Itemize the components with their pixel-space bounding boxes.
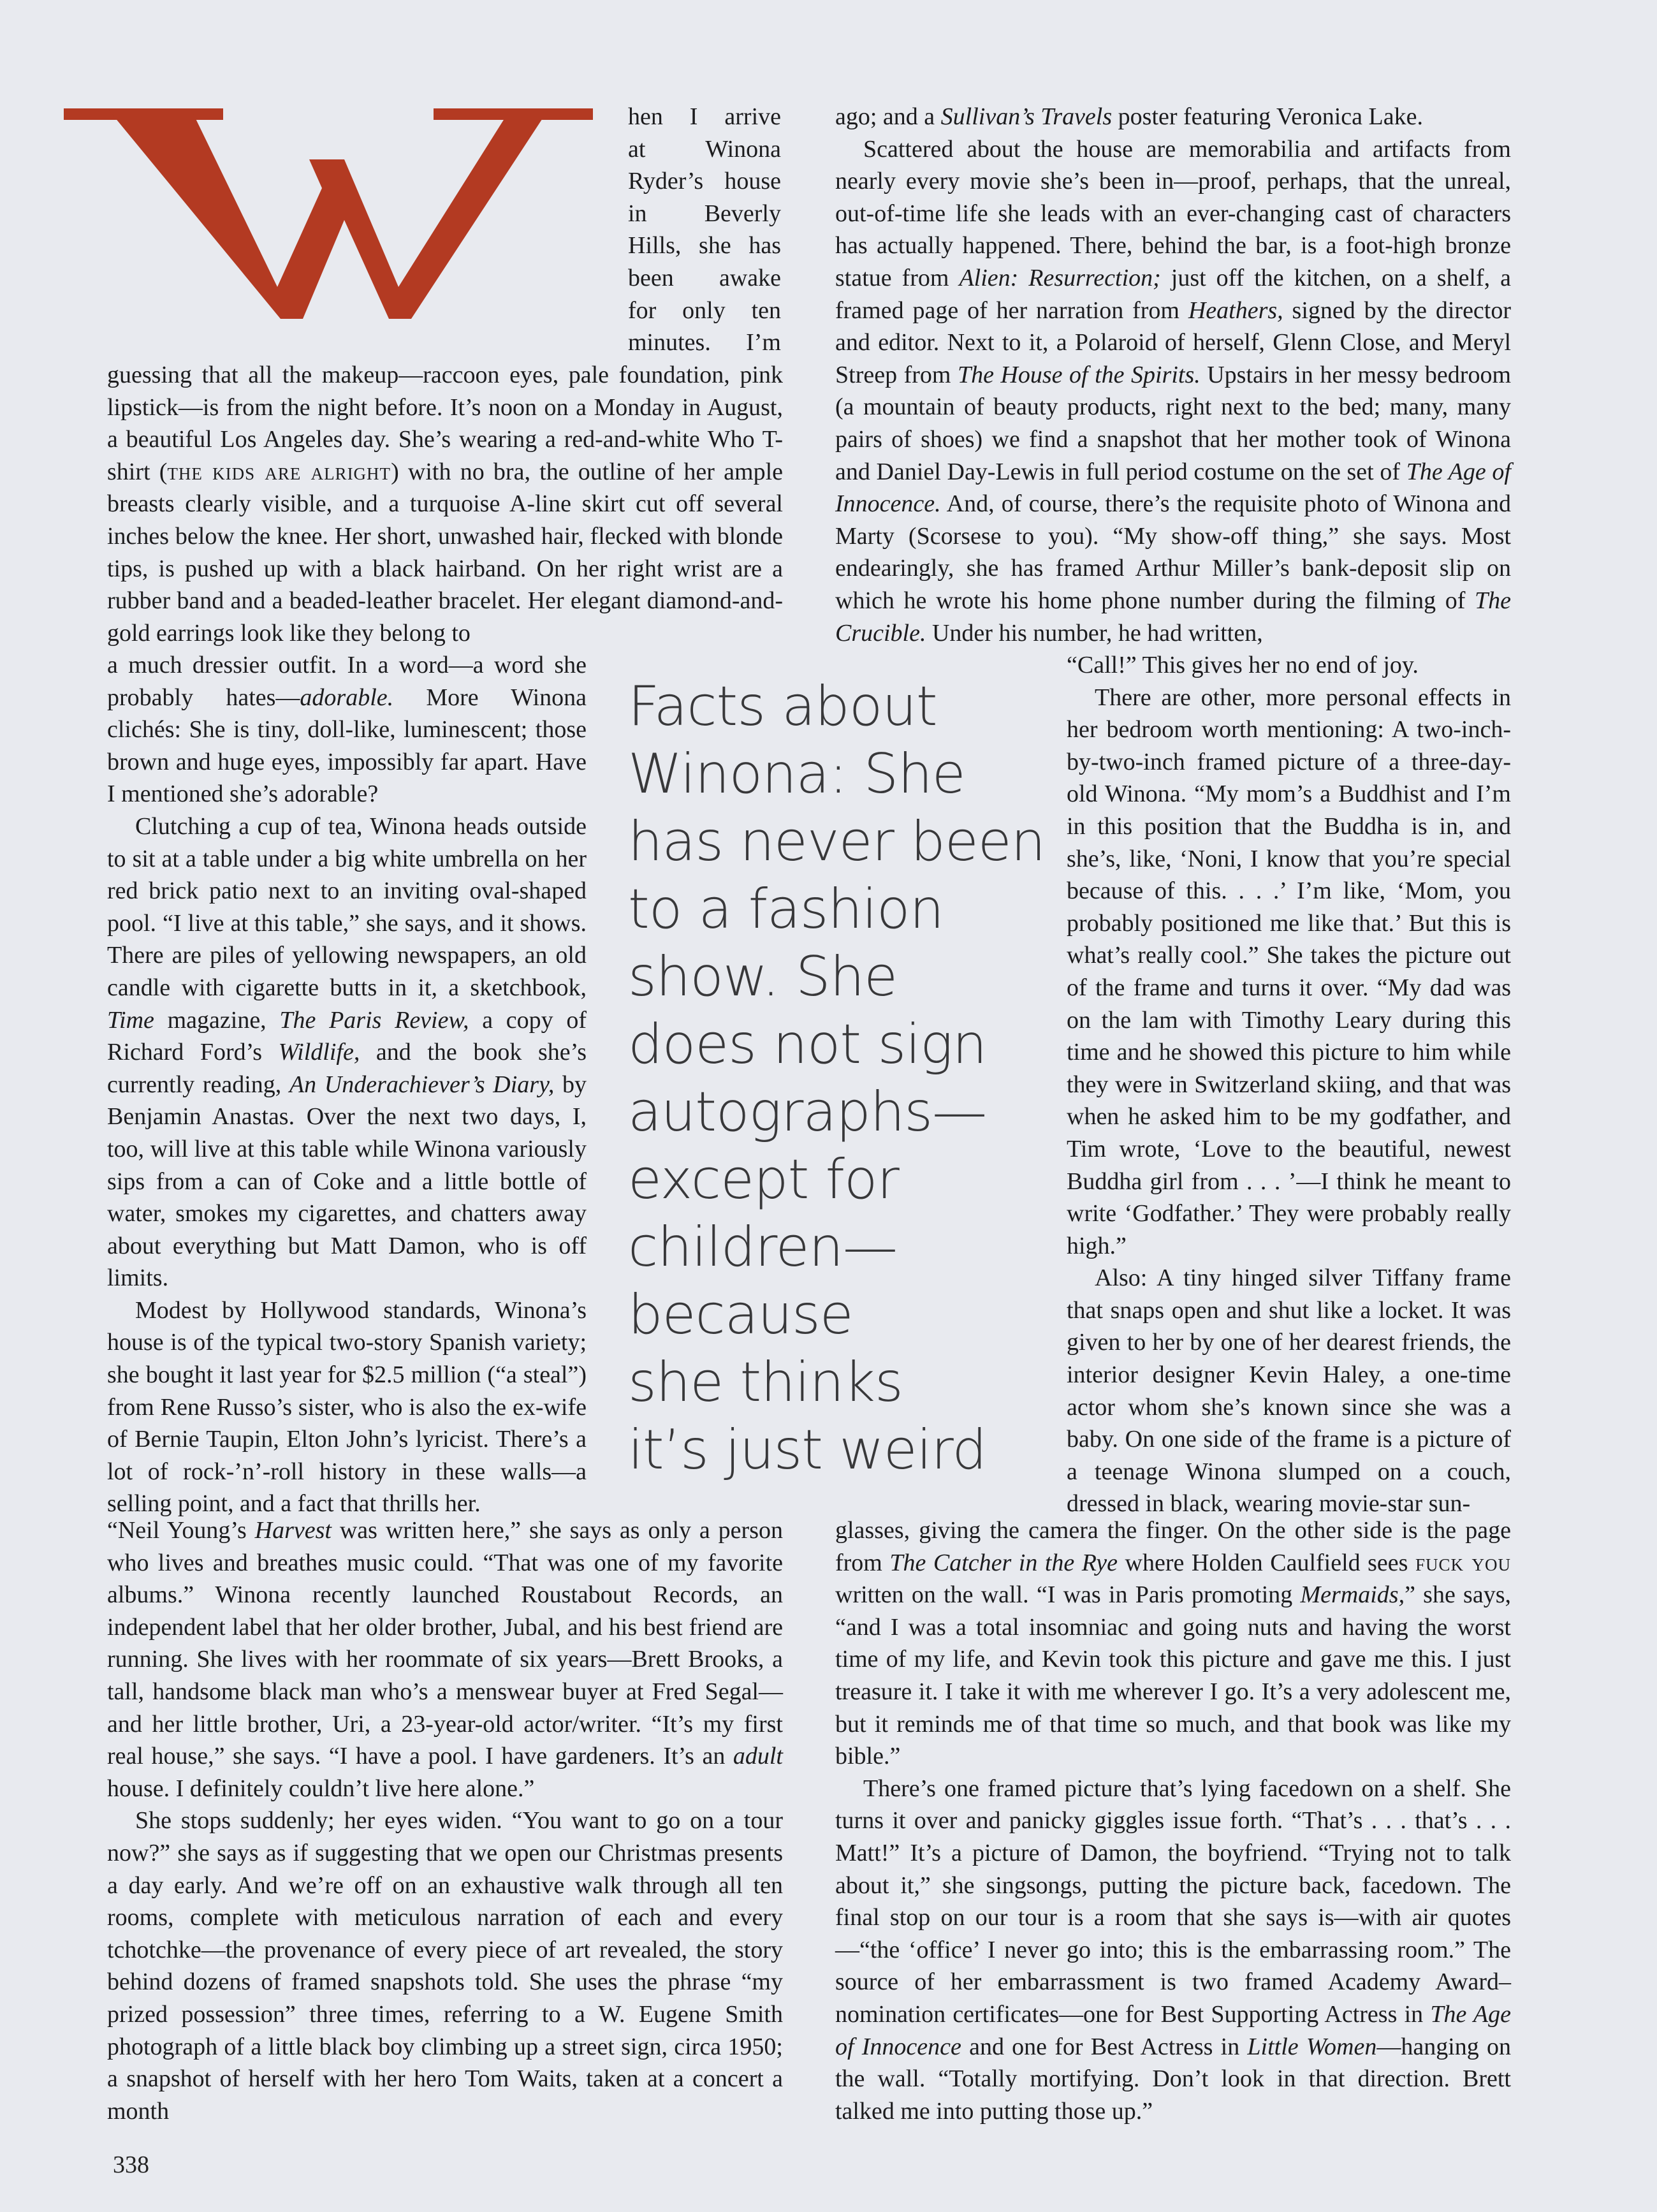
text-run: Under his number, he had written, xyxy=(926,619,1263,647)
italic-run: The Age of Innocence xyxy=(835,2000,1511,2060)
italic-run: The Catcher in the Rye xyxy=(889,1549,1118,1576)
opening-line: at Winona xyxy=(628,135,781,163)
right-narrow xyxy=(1067,649,1511,1520)
opening-line: Ryder’s house xyxy=(628,168,781,195)
text-run: glasses, giving the camera the finger. On the other side is the page from xyxy=(835,1517,1511,1576)
right-full-width-2 xyxy=(835,1514,1511,2127)
italic-run: Little Women xyxy=(1247,2033,1377,2060)
paragraph-memorabilia xyxy=(835,133,1511,650)
text-run: house. I definitely couldn’t live here alone.” xyxy=(107,1775,535,1802)
text-run: written on the wall. “I was in Paris promoting xyxy=(835,1581,1301,1609)
paragraph-house: Modest by Hollywood standards, Winona’s house is of the typical two-story Spanish variety; she bought it last year for $2.5 million (“a steal”) from Rene Russo’s sister, who is also the ex-wife of Bernie Taupin, Elton John’s lyricist. There’s a lot of rock-’n’-roll history in these walls—a selling point, and a fact that thrills her. xyxy=(107,1296,587,1518)
left-full-width-2 xyxy=(107,1514,783,2127)
left-full-width-1 xyxy=(107,359,783,649)
paragraph-opening xyxy=(107,359,783,649)
paragraph-poster xyxy=(835,101,1511,133)
italic-run: The Paris Review, xyxy=(279,1006,469,1034)
text-run: ) with no bra, the outline of her ample breasts clearly visible, and a turquoise A-line skirt cut off several inches below the knee. Her short, unwashed hair, flecked with blonde tips, is pushed up with a black hairband. On her right wrist are a rubber band and a beaded-leather bracelet. Her elegant diamond-and-gold earrings look like they belong to xyxy=(107,458,783,647)
text-run: was written here,” she says as only a person who lives and breathes music could. “That was one of my favorite albums.” Winona recently launched Roustabout Records, an independent label that her older brother, Jubal, and his best friend are running. She lives with her roommate of six years—Brett Brooks, a tall, handsome black man who’s a menswear buyer at Fred Segal—and her little brother, Uri, a 23-year-old actor/writer. “It’s my first real house,” she says. “I have a pool. I have gardeners. It’s an xyxy=(107,1517,783,1770)
text-run: More Winona clichés: She is tiny, doll-like, luminescent; those brown and huge eyes, impossibly far apart. Have I mentioned she’s adorable? xyxy=(107,684,587,808)
italic-run: The Crucible. xyxy=(835,587,1511,647)
smallcaps-run: the kids are alright xyxy=(167,458,391,485)
paragraph-tiffany-cont xyxy=(835,1514,1511,1773)
drop-cap-glyph xyxy=(64,108,593,319)
text-run: poster featuring Veronica Lake. xyxy=(1112,103,1423,130)
text-run: “Neil Young’s xyxy=(107,1517,255,1544)
text-run: ago; and a xyxy=(835,103,941,130)
paragraph-tiffany: Also: A tiny hinged silver Tiffany frame that snaps open and shut like a locket. It was given to her by one of her dearest friends, the interior designer Kevin Haley, a one-time actor whom she’s known since she was a baby. On one side of the frame is a picture of a teenage Winona slumped on a couch, dressed in black, wearing movie-star sun- xyxy=(1067,1264,1511,1518)
text-run: ” she says, “and I was a total insomniac and going nuts and having the worst time of my life, and Kevin took this picture and gave me this. I just treasure it. I take it with me wherever I go. It’s a very adolescent me, but it reminds me of that time so much, and that book was like my bible.” xyxy=(835,1581,1511,1770)
italic-run: Wildlife, xyxy=(278,1039,360,1066)
text-run: where Holden Caulfield sees xyxy=(1118,1549,1415,1576)
text-run: And, of course, there’s the requisite photo of Winona and Marty (Scorsese to you). “My show-off thing,” she says. Most endearingly, she has framed Arthur Miller’s bank-deposit slip on which he wrote his home phone number during the filming of xyxy=(835,490,1511,614)
paragraph-bedroom: There are other, more personal effects in her bedroom worth mentioning: A two-inch-by-two-inch framed picture of a three-day-old Winona. “My mom’s a Buddhist and I’m in this position that the Buddha is in, and she’s, like, ‘Noni, I know that you’re special because of this. . . .’ I’m like, ‘Mom, you probably positioned me like that.’ But this is what’s really cool.” She takes the picture out of the frame and turns it over. “My dad was on the lam with Timothy Leary during this time and he showed this picture to him while they were in Switzerland skiing, and that was when he asked him to be my godfather, and Tim wrote, ‘Love to the beautiful, newest Buddha girl from . . . ’—I think he meant to write ‘Godfather.’ They were probably really high.” xyxy=(1067,684,1511,1259)
italic-run: Heathers, xyxy=(1188,297,1283,324)
opening-line: been awake xyxy=(628,264,781,291)
smallcaps-run: fuck you xyxy=(1415,1549,1511,1576)
page-number: 338 xyxy=(113,2151,149,2178)
text-run: Scattered about the house are memorabilia and artifacts from nearly every movie she’s been in—proof, perhaps, that the unreal, out-of-time life she leads with an ever-changing cast of characters has actually happened. There, behind the bar, is a foot-high bronze statue from xyxy=(835,135,1511,291)
text-run: a copy of Richard Ford’s xyxy=(107,1006,587,1066)
opening-line: in Beverly xyxy=(628,200,781,227)
paragraph-office xyxy=(835,1773,1511,2128)
text-run: and one for Best Actress in xyxy=(961,2033,1248,2060)
text-run: magazine, xyxy=(154,1006,280,1034)
paragraph-tour: She stops suddenly; her eyes widen. “You want to go on a tour now?” she says as if suggesting that we open our Christmas presents a day early. And we’re off on an exhaustive walk through all ten rooms, complete with meticulous narration of each and every tchotchke—the provenance of every piece of art revealed, the story behind dozens of framed snapshots told. She uses the phrase “my prized possession” three times, referring to a W. Eugene Smith photograph of a little black boy climbing up a street sign, circa 1950; a snapshot of herself with her hero Tom Waits, taken at a concert a month xyxy=(107,1807,783,2125)
left-narrow-1 xyxy=(107,649,587,1520)
text-run: Upstairs in her messy bedroom (a mountain of beauty products, right next to the bed; many, many pairs of shoes) we find a snapshot that her mother took of Winona and Daniel Day-Lewis in full period costume on the set of xyxy=(835,361,1512,485)
italic-run: An Underachiever’s Diary, xyxy=(289,1071,555,1098)
italic-run: Sullivan’s Travels xyxy=(940,103,1113,130)
paragraph-opening-cont xyxy=(107,649,587,810)
text-run: a much dressier outfit. In a word—a word she probably hates— xyxy=(107,652,587,711)
paragraph-house-cont xyxy=(107,1514,783,1805)
text-run: and the book she’s currently reading, xyxy=(107,1039,587,1098)
drop-cap-w xyxy=(64,96,593,325)
text-run: just off the kitchen, on a shelf, a framed page of her narration from xyxy=(835,264,1511,324)
italic-run: The House of the Spirits. xyxy=(957,361,1201,388)
italic-run: The Age of Innocence. xyxy=(835,458,1511,518)
opening-lines xyxy=(628,101,781,359)
text-run: by Benjamin Anastas. Over the next two days, I, too, will live at this table while Winona variously sips from a can of Coke and a little bottle of water, smokes my cigarettes, and chatters away about everything but Matt Damon, who is off limits. xyxy=(107,1071,587,1292)
opening-line: for only ten xyxy=(628,297,781,324)
text-run: guessing that all the makeup—raccoon eyes, pale foundation, pink lipstick—is from the night before. It’s noon on a Monday in August, a beautiful Los Angeles day. She’s wearing a red-and-white Who T-shirt ( xyxy=(107,362,783,485)
opening-line: hen I arrive xyxy=(628,103,781,130)
paragraph-memorabilia-cont: “Call!” This gives her no end of joy. xyxy=(1067,652,1419,678)
text-run: Clutching a cup of tea, Winona heads outside to sit at a table under a big white umbrella on her red brick patio next to an inviting oval-shaped pool. “I live at this table,” she says, and it shows. There are piles of yellowing newspapers, an old candle with cigarette butts in it, a sketchbook, xyxy=(107,812,587,1001)
right-full-width-1 xyxy=(835,101,1511,649)
italic-run: adorable. xyxy=(300,684,394,711)
italic-run: Mermaids, xyxy=(1300,1581,1405,1609)
text-run: signed by the director and editor. Next to it, a Polaroid of herself, Glenn Close, and Meryl Streep from xyxy=(835,297,1512,388)
opening-line: Hills, she has xyxy=(628,232,781,260)
italic-run: Time xyxy=(107,1006,154,1034)
paragraph-patio xyxy=(107,810,587,1294)
italic-run: adult xyxy=(733,1743,783,1770)
text-run: —hanging on the wall. “Totally mortifying. Don’t look in that direction. Brett talked me into putting those up.” xyxy=(835,2033,1511,2125)
opening-line: minutes. I’m xyxy=(628,329,781,356)
italic-run: Alien: Resurrection; xyxy=(959,264,1161,291)
italic-run: Harvest xyxy=(254,1517,332,1544)
text-run: There’s one framed picture that’s lying facedown on a shelf. She turns it over and panicky giggles issue forth. “That’s . . . that’s . . . Matt!” It’s a picture of Damon, the boyfriend. “Trying not to talk about it,” she singsongs, putting the picture back, facedown. The final stop on our tour is a room that she says is—with air quotes—“the ‘office’ I never go into; this is the embarrassing room.” The source of her embarrassment is two framed Academy Award–nomination certificates—one for Best Supporting Actress in xyxy=(835,1775,1511,2028)
pull-quote: Facts about Winona: She has never been to a fashion show. She does not sign autographs— except for children— because she thinks it’s just weird xyxy=(628,675,1046,1482)
